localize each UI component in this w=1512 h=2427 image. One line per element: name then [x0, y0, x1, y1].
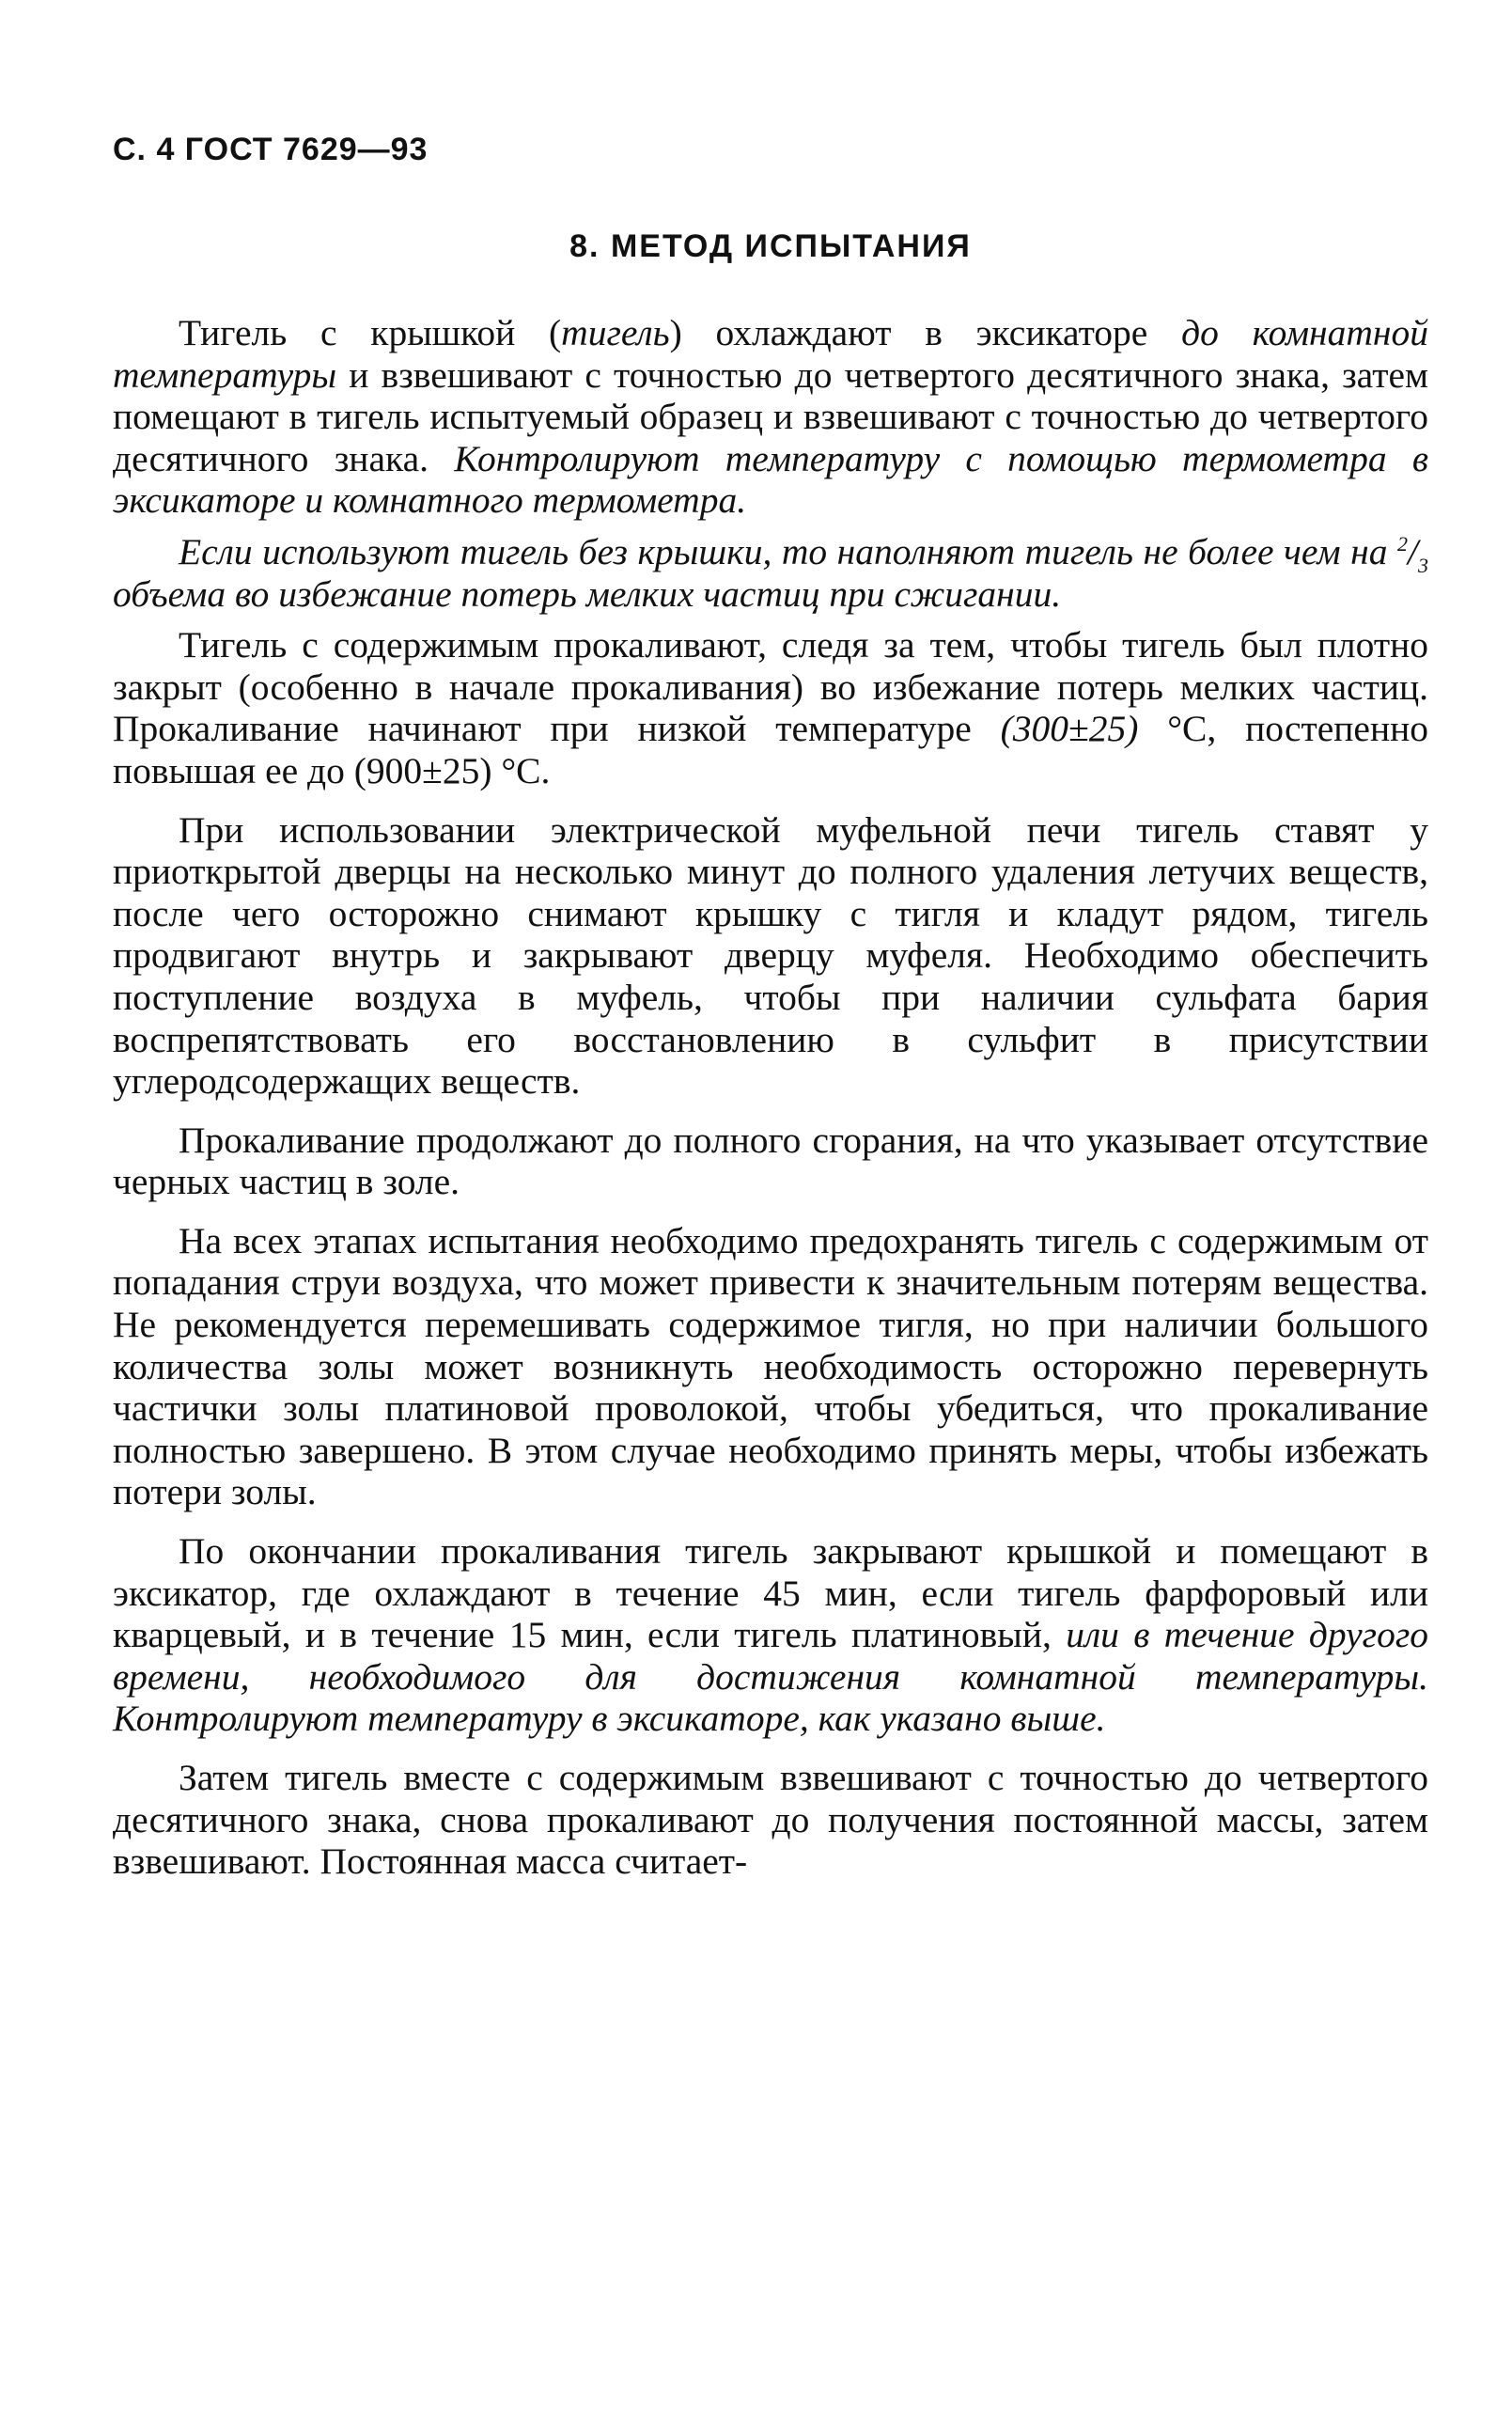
paragraph-8: Затем тигель вместе с содержимым взвешивают с точностью до четвертого десятичного знака, снова прокаливают до получения постоянной массы, затем взвешивают. Постоянная масса считает-	[113, 1757, 1428, 1883]
fraction-numerator: 2	[1397, 531, 1409, 556]
p1-italic-b: тигель	[561, 312, 670, 353]
p1-text-e: и взвешивают с точностью до четвертого десятичного знака, затем помещают в тигель испытуемый образец и взвешивают с точностью до четвертого десятичного знака.	[113, 353, 1428, 479]
p2-text-b: объема во избежание потерь мелких частиц при сжигании.	[113, 572, 1062, 615]
paragraph-3	[113, 624, 1428, 791]
paragraph-1	[113, 312, 1428, 522]
paragraph-5: Прокаливание продолжают до полного сгорания, на что указывает отсутствие черных частиц в золе.	[113, 1119, 1428, 1203]
section-title: 8. МЕТОД ИСПЫТАНИЯ	[569, 228, 972, 264]
paragraph-7	[113, 1530, 1428, 1740]
running-head: С. 4 ГОСТ 7629—93	[113, 132, 429, 167]
fraction-denominator: 3	[1418, 553, 1428, 577]
p7-italic-b: или в течение другого времени, необходимого для достижения комнатной температуры. Контролируют температуру в эксикаторе, как указано выше.	[113, 1614, 1428, 1740]
p1-italic-d: до комнатной температуры	[113, 312, 1428, 396]
paragraph-6: На всех этапах испытания необходимо предохранять тигель с содержимым от попадания струи воздуха, что может привести к значительным потерям вещества. Не рекомендуется перемешивать содержимое тигля, но при наличии большого количества золы может возникнуть необходимость осторожно перевернуть частички золы платиновой проволокой, чтобы убедиться, что прокаливание полностью завершено. В этом случае необходимо принять меры, чтобы избежать потери золы.	[113, 1219, 1428, 1513]
paragraph-4: При использовании электрической муфельной печи тигель ставят у приоткрытой дверцы на несколько минут до полного удаления летучих веществ, после чего осторожно снимают крышку с тигля и кладут рядом, тигель продвигают внутрь и закрывают дверцу муфеля. Необходимо обеспечить поступление воздуха в муфель, чтобы при наличии сульфата бария воспрепятствовать его восстановлению в сульфит в присутствии углеродсодержащих веществ.	[113, 808, 1428, 1103]
p2-text-a: Если используют тигель без крышки, то наполняют тигель не более чем на	[179, 530, 1398, 572]
paragraph-2	[113, 531, 1428, 615]
fraction-slash: /	[1408, 530, 1418, 572]
p1-text-a: Тигель с крышкой (	[179, 312, 562, 353]
p3-text-c: °С, постепенно повышая ее до (900±25) °С.	[113, 708, 1428, 791]
p3-text-a: Тигель с содержимым прокаливают, следя за тем, чтобы тигель был плотно закрыт (особенно в начале прокаливания) во избежание потерь мелких частиц. Прокаливание начинают при низкой температуре	[113, 624, 1428, 750]
p1-text-c: ) охлаждают в эксикаторе	[669, 312, 1182, 353]
document-page	[113, 132, 1428, 1892]
p7-text-a: По окончании прокаливания тигель закрывают крышкой и помещают в эксикатор, где охлаждают в течение 45 мин, если тигель фарфоровый или кварцевый, и в течение 15 мин, если тигель платиновый,	[113, 1530, 1428, 1656]
p3-italic-b: (300±25)	[1000, 708, 1139, 750]
p1-italic-f: Контролируют температуру с помощью термометра в эксикаторе и комнатного термометра.	[113, 437, 1428, 522]
